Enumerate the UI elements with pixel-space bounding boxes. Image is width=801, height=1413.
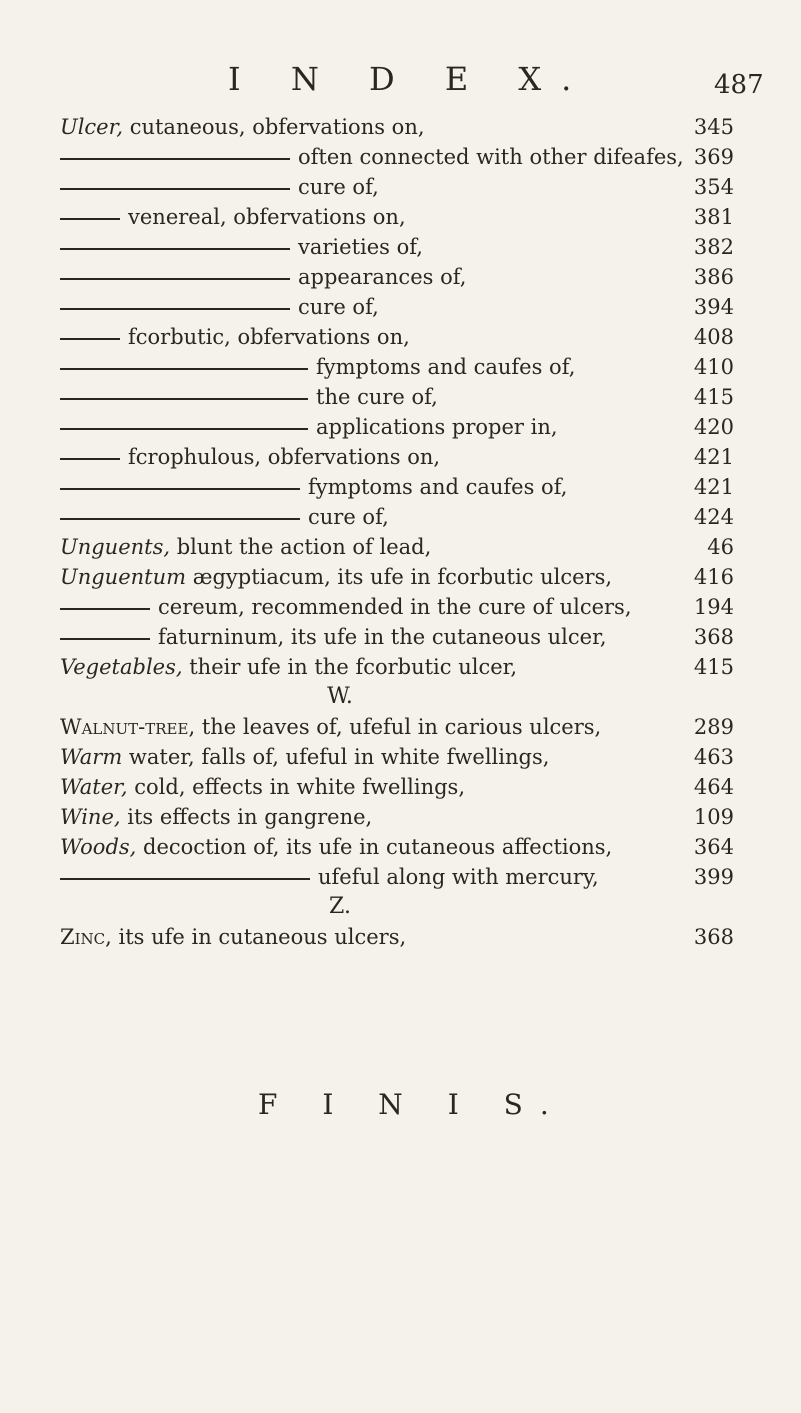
section-letter-w: W.	[327, 684, 353, 709]
entry-text: its effects in gangrene,	[127, 805, 373, 829]
entry-text: often connected with other difeafes,	[298, 145, 684, 169]
entry-page: 415	[693, 385, 734, 409]
index-entry	[60, 292, 760, 322]
entry-text: ægyptiacum, its ufe in fcorbutic ulcers,	[192, 565, 613, 589]
ditto-dash	[60, 218, 120, 220]
index-entry	[60, 232, 760, 262]
entry-page: 399	[693, 865, 734, 889]
entry-page: 421	[693, 445, 734, 469]
ditto-dash	[60, 368, 308, 370]
entry-page: 46	[707, 535, 734, 559]
entry-text: fcrophulous, obfervations on,	[128, 445, 441, 469]
index-entry	[60, 112, 760, 142]
entry-page: 464	[693, 775, 734, 799]
entry-head: Unguentum	[60, 565, 187, 589]
entry-text: cutaneous, obfervations on,	[129, 115, 425, 139]
entry-text: venereal, obfervations on,	[128, 205, 406, 229]
entry-page: 415	[693, 655, 734, 679]
entry-text: appearances of,	[298, 265, 467, 289]
ditto-dash	[60, 248, 290, 250]
index-entry	[60, 592, 760, 622]
entry-head: Ulcer,	[60, 115, 124, 139]
entry-page: 410	[693, 355, 734, 379]
entry-page: 386	[693, 265, 734, 289]
entry-page: 289	[693, 715, 734, 739]
entry-page: 420	[693, 415, 734, 439]
entry-head: Woods,	[60, 835, 137, 859]
finis-text: F I N I S.	[258, 1088, 567, 1121]
entry-page: 394	[693, 295, 734, 319]
ditto-dash	[60, 338, 120, 340]
index-entry	[60, 262, 760, 292]
entry-text: decoction of, its ufe in cutaneous affections,	[143, 835, 613, 859]
index-entry	[60, 922, 760, 952]
entry-text: its ufe in cutaneous ulcers,	[118, 925, 407, 949]
index-entry	[60, 832, 760, 862]
ditto-dash	[60, 518, 300, 520]
section-letter-z: Z.	[329, 894, 351, 919]
entry-page: 368	[693, 925, 734, 949]
entry-page: 194	[693, 595, 734, 619]
ditto-dash	[60, 188, 290, 190]
ditto-dash	[60, 488, 300, 490]
entry-head: Water,	[60, 775, 128, 799]
ditto-dash	[60, 278, 290, 280]
entry-text: the cure of,	[316, 385, 438, 409]
ditto-dash	[60, 638, 150, 640]
ditto-dash	[60, 428, 308, 430]
entry-head: Warm	[60, 745, 123, 769]
entry-page: 345	[693, 115, 734, 139]
ditto-dash	[60, 158, 290, 160]
entry-text: their ufe in the fcorbutic ulcer,	[189, 655, 518, 679]
entry-text: applications proper in,	[316, 415, 558, 439]
entry-page: 408	[693, 325, 734, 349]
index-entry	[60, 802, 760, 832]
entry-text: fymptoms and caufes of,	[308, 475, 568, 499]
page-number: 487	[714, 70, 764, 100]
index-entry	[60, 352, 760, 382]
entry-text: cure of,	[298, 175, 379, 199]
entry-page: 424	[693, 505, 734, 529]
index-entry	[60, 472, 760, 502]
entry-text: cure of,	[298, 295, 379, 319]
entry-text: varieties of,	[298, 235, 423, 259]
entry-page: 369	[693, 145, 734, 169]
entry-head: Unguents,	[60, 535, 171, 559]
index-entry	[60, 622, 760, 652]
index-entry	[60, 412, 760, 442]
ditto-dash	[60, 398, 308, 400]
entry-page: 109	[693, 805, 734, 829]
entry-page: 416	[693, 565, 734, 589]
entry-head: Wine,	[60, 805, 121, 829]
entry-text: blunt the action of lead,	[176, 535, 432, 559]
ditto-dash	[60, 608, 150, 610]
entry-page: 463	[693, 745, 734, 769]
entry-page: 368	[693, 625, 734, 649]
entry-text: the leaves of, ufeful in carious ulcers,	[201, 715, 602, 739]
entry-page: 421	[693, 475, 734, 499]
index-entry	[60, 562, 760, 592]
entry-text: faturninum, its ufe in the cutaneous ulcer,	[158, 625, 607, 649]
entry-page: 354	[693, 175, 734, 199]
entry-head: Walnut-tree,	[60, 715, 196, 739]
entry-head: Zinc,	[60, 925, 112, 949]
index-entry	[60, 382, 760, 412]
index-entry	[60, 712, 760, 742]
index-entry	[60, 772, 760, 802]
ditto-dash	[60, 308, 290, 310]
page-title: I N D E X.	[228, 60, 592, 98]
index-entry	[60, 202, 760, 232]
ditto-dash	[60, 878, 310, 880]
entry-text: water, falls of, ufeful in white fwellings,	[128, 745, 550, 769]
index-entry	[60, 862, 760, 892]
index-entry	[60, 532, 760, 562]
entry-text: cure of,	[308, 505, 389, 529]
entry-head: Vegetables,	[60, 655, 183, 679]
entry-page: 364	[693, 835, 734, 859]
index-entry	[60, 322, 760, 352]
index-entry	[60, 142, 760, 172]
entry-text: cold, effects in white fwellings,	[134, 775, 466, 799]
entry-page: 382	[693, 235, 734, 259]
entry-text: fcorbutic, obfervations on,	[128, 325, 410, 349]
entry-text: fymptoms and caufes of,	[316, 355, 576, 379]
index-entry	[60, 652, 760, 682]
entry-text: cereum, recommended in the cure of ulcers,	[158, 595, 632, 619]
index-entry	[60, 442, 760, 472]
index-entry	[60, 742, 760, 772]
index-entries	[60, 112, 760, 952]
index-entry	[60, 502, 760, 532]
ditto-dash	[60, 458, 120, 460]
entry-page: 381	[693, 205, 734, 229]
entry-text: ufeful along with mercury,	[318, 865, 599, 889]
index-entry	[60, 172, 760, 202]
